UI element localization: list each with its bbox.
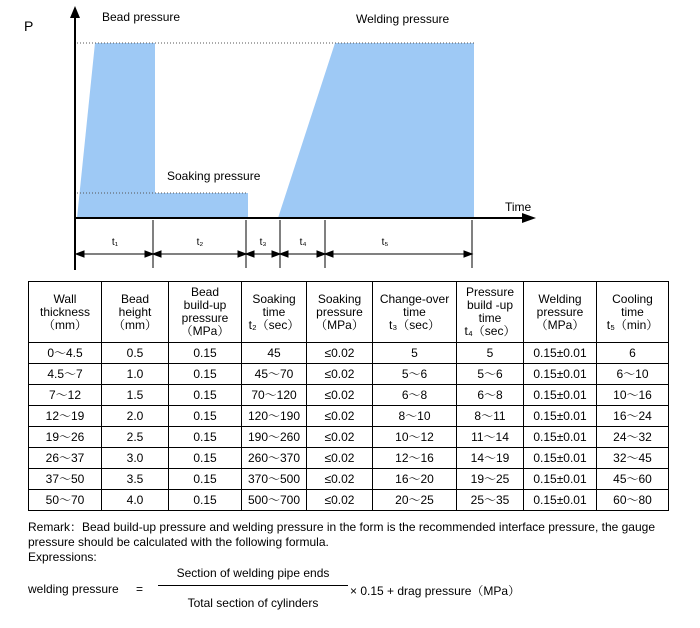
formula-numerator: Section of welding pipe ends bbox=[176, 566, 330, 580]
table-cell: 45 bbox=[242, 343, 307, 364]
formula-lhs: welding pressure bbox=[28, 582, 119, 596]
table-cell: 0.15 bbox=[169, 448, 242, 469]
table-cell: 0.15±0.01 bbox=[524, 490, 597, 511]
y-axis-arrowhead bbox=[70, 6, 80, 18]
table-cell: 0.15 bbox=[169, 427, 242, 448]
remark-text: Remark：Bead build-up pressure and welding pressure in the form is the recommended interface pressure, the gauge pressure should be calculated with the following formula. bbox=[28, 520, 656, 549]
table-cell: 0.15 bbox=[169, 385, 242, 406]
column-header-label: Cooling time t₅（min） bbox=[606, 291, 659, 332]
welding-parameters-table bbox=[28, 281, 669, 511]
bead-pressure-label: Bead pressure bbox=[102, 10, 181, 24]
table-cell: 120～190 bbox=[242, 406, 307, 427]
table-header-row bbox=[29, 282, 669, 343]
table-cell: 0.15±0.01 bbox=[524, 448, 597, 469]
table-cell: ≤0.02 bbox=[307, 385, 373, 406]
table-cell: 2.5 bbox=[102, 427, 169, 448]
table-cell: 10～16 bbox=[597, 385, 669, 406]
column-header bbox=[102, 282, 169, 343]
phase-label-t4: t₄ bbox=[299, 237, 307, 248]
column-header-label: Pressure build -up time t₄（sec） bbox=[464, 285, 516, 338]
table-cell: 0.15 bbox=[169, 406, 242, 427]
column-header-label: Soaking pressure （MPa） bbox=[315, 291, 364, 332]
pressure-time-diagram bbox=[0, 0, 700, 280]
bead-pressure-area bbox=[77, 43, 155, 218]
table-cell: 1.0 bbox=[102, 364, 169, 385]
table-cell: 37～50 bbox=[29, 469, 102, 490]
table-row bbox=[29, 385, 669, 406]
soaking-pressure-label: Soaking pressure bbox=[167, 169, 261, 183]
table-cell: 19～26 bbox=[29, 427, 102, 448]
table-cell: 16～20 bbox=[373, 469, 457, 490]
column-header bbox=[524, 282, 597, 343]
table-row bbox=[29, 343, 669, 364]
table-cell: 0.15±0.01 bbox=[524, 364, 597, 385]
table-cell: 10～12 bbox=[373, 427, 457, 448]
table-cell: 24～32 bbox=[597, 427, 669, 448]
table-cell: 0.5 bbox=[102, 343, 169, 364]
table-cell: 25～35 bbox=[457, 490, 524, 511]
table-cell: 0.15 bbox=[169, 343, 242, 364]
column-header-label: Soaking time t₂（sec） bbox=[248, 291, 300, 332]
formula-equals: = bbox=[136, 582, 144, 596]
table-cell: ≤0.02 bbox=[307, 427, 373, 448]
table-cell: 26～37 bbox=[29, 448, 102, 469]
table-cell: ≤0.02 bbox=[307, 343, 373, 364]
table-cell: 7～12 bbox=[29, 385, 102, 406]
phase-label-t3: t₃ bbox=[259, 237, 267, 248]
table-cell: ≤0.02 bbox=[307, 490, 373, 511]
table-cell: 19～25 bbox=[457, 469, 524, 490]
table-cell: 6 bbox=[597, 343, 669, 364]
table-cell: 16～24 bbox=[597, 406, 669, 427]
column-header-label: Welding pressure （MPa） bbox=[535, 291, 585, 332]
formula-rhs: × 0.15 + drag pressure（MPa） bbox=[350, 584, 521, 598]
table-cell: 45～60 bbox=[597, 469, 669, 490]
table-cell: 8～11 bbox=[457, 406, 524, 427]
column-header bbox=[373, 282, 457, 343]
x-axis-arrowhead bbox=[522, 213, 536, 223]
table-cell: 0.15±0.01 bbox=[524, 385, 597, 406]
table-row bbox=[29, 448, 669, 469]
column-header bbox=[169, 282, 242, 343]
table-cell: 0～4.5 bbox=[29, 343, 102, 364]
table-cell: 50～70 bbox=[29, 490, 102, 511]
phase-label-t1: t₁ bbox=[111, 237, 119, 248]
table-cell: 0.15±0.01 bbox=[524, 406, 597, 427]
table-cell: ≤0.02 bbox=[307, 364, 373, 385]
welding-pressure-label: Welding pressure bbox=[356, 12, 450, 26]
phase-label-t5: t₅ bbox=[381, 237, 389, 248]
table-cell: 60～80 bbox=[597, 490, 669, 511]
table-cell: 6～10 bbox=[597, 364, 669, 385]
table-cell: 190～260 bbox=[242, 427, 307, 448]
table-cell: 370～500 bbox=[242, 469, 307, 490]
table-cell: 0.15 bbox=[169, 364, 242, 385]
y-axis-label: P bbox=[24, 18, 34, 34]
table-cell: 6～8 bbox=[373, 385, 457, 406]
table-cell: ≤0.02 bbox=[307, 448, 373, 469]
welding-pressure-area bbox=[278, 43, 474, 218]
table-cell: 6～8 bbox=[457, 385, 524, 406]
phase-arrows bbox=[76, 251, 472, 257]
table-cell: 0.15 bbox=[169, 490, 242, 511]
table-cell: 3.0 bbox=[102, 448, 169, 469]
table-cell: 1.5 bbox=[102, 385, 169, 406]
table-cell: 12～16 bbox=[373, 448, 457, 469]
x-axis-label: Time bbox=[505, 200, 532, 214]
table-cell: 5～6 bbox=[373, 364, 457, 385]
column-header-label: Wall thickness （mm） bbox=[39, 291, 91, 332]
phase-label-t2: t₂ bbox=[196, 237, 204, 248]
column-header bbox=[307, 282, 373, 343]
table-cell: 0.15±0.01 bbox=[524, 469, 597, 490]
fraction-bar bbox=[158, 585, 348, 586]
table-cell: 14～19 bbox=[457, 448, 524, 469]
table-cell: 4.0 bbox=[102, 490, 169, 511]
column-header-label: Bead height （mm） bbox=[113, 291, 157, 332]
table-cell: 20～25 bbox=[373, 490, 457, 511]
column-header-label: Change-over time t₃（sec） bbox=[379, 291, 450, 332]
table-cell: ≤0.02 bbox=[307, 406, 373, 427]
soaking-pressure-area bbox=[155, 193, 248, 218]
table-cell: 0.15±0.01 bbox=[524, 343, 597, 364]
table-cell: 11～14 bbox=[457, 427, 524, 448]
column-header bbox=[457, 282, 524, 343]
table-cell: 500～700 bbox=[242, 490, 307, 511]
table-cell: 70～120 bbox=[242, 385, 307, 406]
table-cell: 260～370 bbox=[242, 448, 307, 469]
table-cell: 0.15±0.01 bbox=[524, 427, 597, 448]
table-cell: 5～6 bbox=[457, 364, 524, 385]
table-cell: 2.0 bbox=[102, 406, 169, 427]
column-header bbox=[29, 282, 102, 343]
table-row bbox=[29, 427, 669, 448]
welding-pressure-formula bbox=[28, 566, 678, 616]
table-cell: 5 bbox=[373, 343, 457, 364]
table-cell: 12～19 bbox=[29, 406, 102, 427]
formula-denominator: Total section of cylinders bbox=[187, 596, 319, 610]
table-cell: 8～10 bbox=[373, 406, 457, 427]
table-row bbox=[29, 364, 669, 385]
table-row bbox=[29, 490, 669, 511]
table-cell: ≤0.02 bbox=[307, 469, 373, 490]
table-body bbox=[29, 343, 669, 511]
table-cell: 45～70 bbox=[242, 364, 307, 385]
column-header bbox=[597, 282, 669, 343]
table-cell: 32～45 bbox=[597, 448, 669, 469]
table-cell: 0.15 bbox=[169, 469, 242, 490]
table-row bbox=[29, 406, 669, 427]
table-row bbox=[29, 469, 669, 490]
column-header bbox=[242, 282, 307, 343]
column-header-label: Bead build-up pressure （MPa） bbox=[180, 285, 230, 338]
expressions-label: Expressions: bbox=[28, 550, 97, 564]
table-cell: 5 bbox=[457, 343, 524, 364]
table-cell: 4.5～7 bbox=[29, 364, 102, 385]
table-cell: 3.5 bbox=[102, 469, 169, 490]
